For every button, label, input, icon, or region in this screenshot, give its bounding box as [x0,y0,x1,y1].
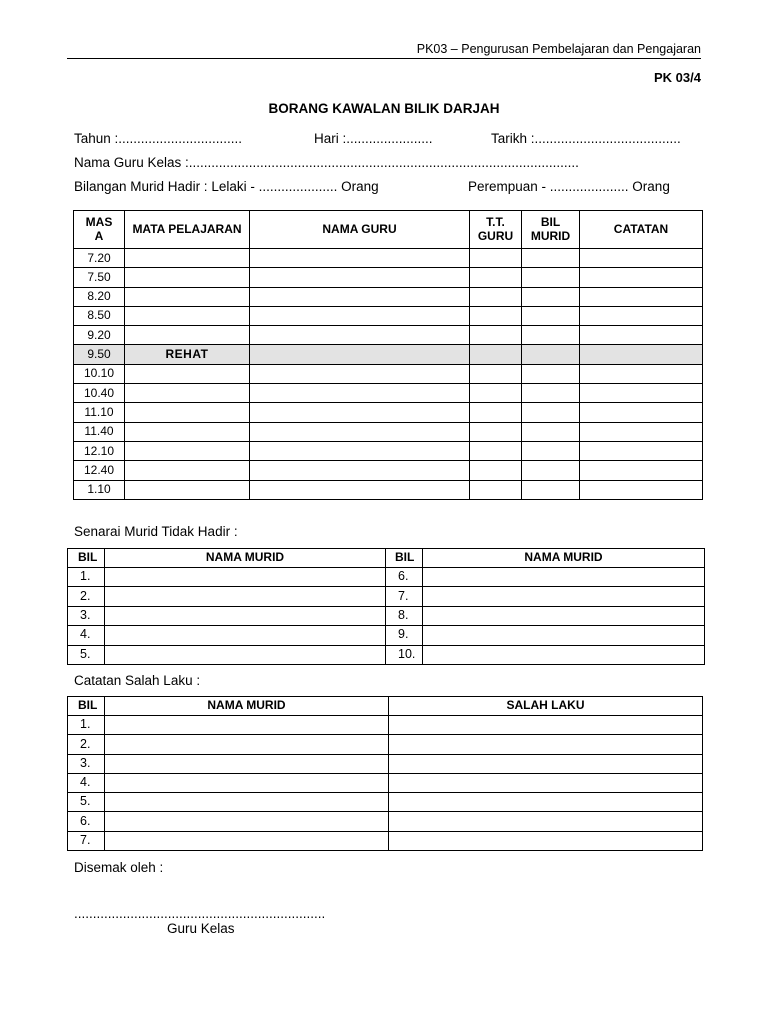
time-cell: 11.40 [74,422,125,441]
name-cell[interactable] [105,645,386,664]
notes-cell[interactable] [580,364,703,383]
student-count-cell[interactable] [522,287,580,306]
teacher-cell[interactable] [250,384,470,403]
misconduct-cell[interactable] [389,735,703,754]
subject-cell[interactable] [125,287,250,306]
time-cell: 1.10 [74,480,125,499]
name-cell[interactable] [105,587,386,606]
student-count-cell[interactable] [522,403,580,422]
signature-cell[interactable] [470,364,522,383]
schedule-header-row [74,211,703,249]
table-row [74,268,703,287]
time-cell: 8.50 [74,306,125,325]
notes-cell[interactable] [580,306,703,325]
time-cell: 8.20 [74,287,125,306]
bil-cell: 4. [68,626,105,645]
signature-cell[interactable] [470,306,522,325]
form-code: PK 03/4 [654,70,701,85]
signature-cell[interactable] [470,249,522,268]
subject-cell[interactable] [125,268,250,287]
name-cell[interactable] [105,606,386,625]
table-row [74,364,703,383]
student-count-cell[interactable] [522,249,580,268]
bil-cell: 6. [386,568,423,587]
table-row [68,831,703,850]
signature-cell[interactable] [470,384,522,403]
bil-cell: 9. [386,626,423,645]
name-cell[interactable] [105,568,386,587]
table-row [68,606,705,625]
student-count-cell[interactable] [522,461,580,480]
notes-cell[interactable] [580,249,703,268]
bil-cell: 10. [386,645,423,664]
notes-cell[interactable] [580,326,703,345]
name-cell[interactable] [423,645,705,664]
name-cell[interactable] [105,754,389,773]
teacher-cell[interactable] [250,441,470,460]
teacher-cell[interactable] [250,480,470,499]
table-row [74,326,703,345]
header-rule [67,58,701,59]
bil-cell: 8. [386,606,423,625]
teacher-cell[interactable] [250,249,470,268]
subject-cell[interactable] [125,441,250,460]
schedule-table [73,210,703,500]
header-nama-murid: NAMA MURID [423,549,705,568]
misconduct-cell[interactable] [389,754,703,773]
table-row [74,403,703,422]
bil-cell: 1. [68,716,105,735]
time-cell: 9.50 [74,345,125,364]
name-cell[interactable] [105,793,389,812]
table-row [68,793,703,812]
header-nama-guru: NAMA GURU [250,211,470,249]
header-bil: BIL [68,549,105,568]
name-cell[interactable] [105,831,389,850]
table-row [74,480,703,499]
name-cell[interactable] [105,716,389,735]
table-row [74,287,703,306]
notes-cell[interactable] [580,403,703,422]
subject-cell[interactable] [125,461,250,480]
notes-cell[interactable] [580,441,703,460]
form-title: BORANG KAWALAN BILIK DARJAH [268,101,500,116]
header-mata-pelajaran: MATA PELAJARAN [125,211,250,249]
field-tarikh[interactable]: Tarikh :....................................... [491,131,681,146]
signature-cell[interactable] [470,326,522,345]
table-row [68,754,703,773]
teacher-cell[interactable] [250,326,470,345]
teacher-cell[interactable] [250,268,470,287]
time-cell: 9.20 [74,326,125,345]
misconduct-cell[interactable] [389,716,703,735]
bil-cell: 3. [68,606,105,625]
table-row [68,773,703,792]
header-tt-guru: T.T. GURU [470,211,522,249]
teacher-cell[interactable] [250,422,470,441]
student-count-cell[interactable] [522,364,580,383]
signature-cell[interactable] [470,480,522,499]
table-row [68,812,703,831]
signature-cell[interactable] [470,422,522,441]
misconduct-table [67,696,703,851]
table-row [74,461,703,480]
subject-cell[interactable] [125,249,250,268]
field-hari[interactable]: Hari :....................... [314,131,433,146]
subject-cell[interactable] [125,403,250,422]
notes-cell[interactable] [580,384,703,403]
document-reference: PK03 – Pengurusan Pembelajaran dan Pengajaran [416,42,701,56]
teacher-cell[interactable] [250,306,470,325]
notes-cell[interactable] [580,287,703,306]
header-nama-murid: NAMA MURID [105,697,389,716]
bil-cell: 2. [68,735,105,754]
student-count-cell[interactable] [522,326,580,345]
misconduct-cell[interactable] [389,831,703,850]
misconduct-cell[interactable] [389,812,703,831]
notes-cell[interactable] [580,345,703,364]
subject-cell[interactable] [125,364,250,383]
student-count-cell[interactable] [522,306,580,325]
header-bil: BIL [68,697,105,716]
bil-cell: 7. [386,587,423,606]
signature-cell[interactable] [470,403,522,422]
student-count-cell[interactable] [522,480,580,499]
checked-by-label: Disemak oleh : [74,860,164,875]
bil-cell: 1. [68,568,105,587]
name-cell[interactable] [105,773,389,792]
time-cell: 7.20 [74,249,125,268]
table-row [74,249,703,268]
table-row [74,345,703,364]
table-row [74,306,703,325]
time-cell: 7.50 [74,268,125,287]
bil-cell: 6. [68,812,105,831]
bil-cell: 5. [68,793,105,812]
subject-cell[interactable] [125,306,250,325]
table-row [68,645,705,664]
table-row [74,441,703,460]
teacher-cell[interactable] [250,345,470,364]
subject-cell[interactable]: REHAT [125,345,250,364]
table-row [68,626,705,645]
signature-cell[interactable] [470,441,522,460]
table-row [68,568,705,587]
signature-line[interactable]: ................................................................... [74,906,326,921]
subject-cell[interactable] [125,384,250,403]
signature-cell[interactable] [470,268,522,287]
teacher-cell[interactable] [250,364,470,383]
absent-table [67,548,705,665]
bil-cell: 4. [68,773,105,792]
table-row [68,716,703,735]
student-count-cell[interactable] [522,345,580,364]
student-count-cell[interactable] [522,422,580,441]
signature-cell[interactable] [470,461,522,480]
subject-cell[interactable] [125,422,250,441]
notes-cell[interactable] [580,422,703,441]
bil-cell: 7. [68,831,105,850]
subject-cell[interactable] [125,480,250,499]
name-cell[interactable] [423,568,705,587]
header-bil-murid: BIL MURID [522,211,580,249]
student-count-cell[interactable] [522,268,580,287]
bil-cell: 5. [68,645,105,664]
bil-cell: 3. [68,754,105,773]
misconduct-cell[interactable] [389,793,703,812]
notes-cell[interactable] [580,461,703,480]
table-row [68,587,705,606]
name-cell[interactable] [423,587,705,606]
field-tahun[interactable]: Tahun :................................. [74,131,243,146]
header-catatan: CATATAN [580,211,703,249]
time-cell: 12.40 [74,461,125,480]
header-salah-laku: SALAH LAKU [389,697,703,716]
student-count-cell[interactable] [522,384,580,403]
student-count-cell[interactable] [522,441,580,460]
notes-cell[interactable] [580,480,703,499]
absent-section-label: Senarai Murid Tidak Hadir : [74,524,238,539]
subject-cell[interactable] [125,326,250,345]
field-nama-guru-kelas[interactable]: Nama Guru Kelas :........................................................................................................ [74,155,579,170]
signature-cell[interactable] [470,345,522,364]
name-cell[interactable] [423,626,705,645]
time-cell: 11.10 [74,403,125,422]
signature-cell[interactable] [470,287,522,306]
teacher-cell[interactable] [250,287,470,306]
bil-cell: 2. [68,587,105,606]
header-nama-murid: NAMA MURID [105,549,386,568]
role-label: Guru Kelas [167,921,235,936]
name-cell[interactable] [423,606,705,625]
time-cell: 10.10 [74,364,125,383]
table-row [74,384,703,403]
misconduct-section-label: Catatan Salah Laku : [74,673,201,688]
header-bil: BIL [386,549,423,568]
time-cell: 12.10 [74,441,125,460]
field-murid-lelaki[interactable]: Bilangan Murid Hadir : Lelaki - ..................... Orang [74,179,379,194]
name-cell[interactable] [105,735,389,754]
teacher-cell[interactable] [250,461,470,480]
header-masa: MAS A [74,211,125,249]
time-cell: 10.40 [74,384,125,403]
table-row [68,735,703,754]
misconduct-cell[interactable] [389,773,703,792]
notes-cell[interactable] [580,268,703,287]
teacher-cell[interactable] [250,403,470,422]
name-cell[interactable] [105,812,389,831]
name-cell[interactable] [105,626,386,645]
field-murid-perempuan[interactable]: Perempuan - ..................... Orang [468,179,670,194]
table-row [74,422,703,441]
